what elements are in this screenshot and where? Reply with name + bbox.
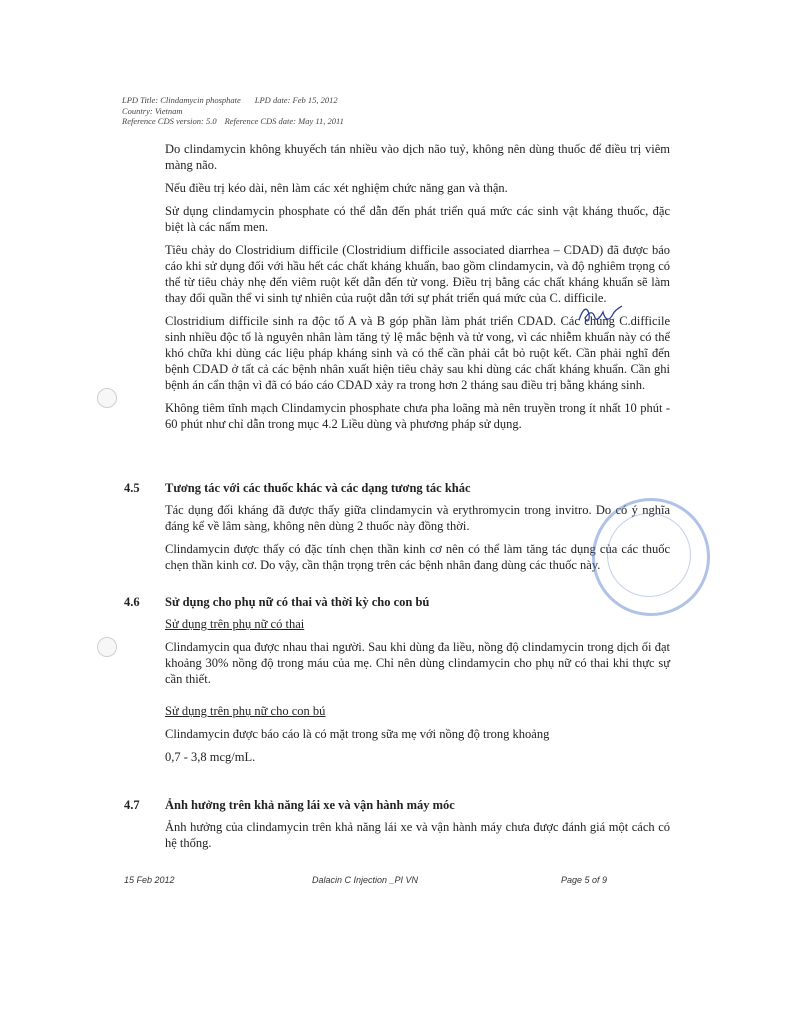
section-number: 4.5 xyxy=(124,481,140,495)
document-header xyxy=(122,95,344,127)
header-line-1 xyxy=(122,95,344,106)
subheading: Sử dụng trên phụ nữ có thai xyxy=(165,617,305,631)
section-title: Sử dụng cho phụ nữ có thai và thời kỳ cho con bú xyxy=(165,595,430,609)
intro-paragraph: Nếu điều trị kéo dài, nên làm các xét nghiệm chức năng gan và thận. xyxy=(165,181,508,195)
header-line-3 xyxy=(122,116,344,127)
footer-page: Page 5 of 9 xyxy=(561,875,608,885)
section-paragraph: Clindamycin qua được nhau thai người. Sau khi dùng đa liều, nồng độ clindamycin trong dịch ối đạt khoảng 30% nồng độ trong máu của mẹ. Chỉ nên dùng clindamycin cho phụ nữ có thai khi thực sự cần thiết. xyxy=(165,640,670,686)
signature-icon xyxy=(575,300,625,330)
section-title: Tương tác với các thuốc khác và các dạng tương tác khác xyxy=(165,481,471,495)
intro-paragraph: Sử dụng clindamycin phosphate có thể dẫn đến phát triển quá mức các sinh vật kháng thuốc, đặc biệt là các nấm men. xyxy=(165,204,670,234)
section-number: 4.7 xyxy=(124,798,140,812)
intro-paragraph: Không tiêm tĩnh mạch Clindamycin phosphate chưa pha loãng mà nên truyền trong ít nhất 10 phút - 60 phút như chỉ dẫn trong mục 4.2 Liều dùng và phương pháp sử dụng. xyxy=(165,401,670,431)
lpd-date: LPD date: Feb 15, 2012 xyxy=(254,95,338,105)
ref-cds-version: Reference CDS version: 5.0 xyxy=(122,116,217,126)
lpd-title: LPD Title: Clindamycin phosphate xyxy=(122,95,241,105)
intro-paragraph: Do clindamycin không khuyếch tán nhiều vào dịch não tuỷ, không nên dùng thuốc để điều trị viêm màng não. xyxy=(165,142,670,172)
section-paragraph: Clindamycin được báo cáo là có mặt trong sữa mẹ với nồng độ trong khoảng xyxy=(165,727,550,741)
country: Country: Vietnam xyxy=(122,105,183,116)
ref-cds-date: Reference CDS date: May 11, 2011 xyxy=(224,116,344,126)
section-paragraph: 0,7 - 3,8 mcg/mL. xyxy=(165,750,256,764)
section-paragraph: Tác dụng đối kháng đã được thấy giữa clindamycin và erythromycin trong invitro. Do có ý nghĩa đáng kể về lâm sàng, không nên dùng 2 thuốc này đồng thời. xyxy=(165,503,670,533)
section-number: 4.6 xyxy=(124,595,140,609)
intro-paragraph: Tiêu chảy do Clostridium difficile (Clostridium difficile associated diarrhea – CDAD) đã được báo cáo khi sử dụng đối với hầu hết các chất kháng khuẩn, bao gồm clindamycin, và độ nghiêm trọng có thể từ tiêu chảy nhẹ đến viêm ruột kết dẫn đến tử vong. Điều trị bằng các chất kháng khuẩn sẽ làm thay đổi quần thể vi sinh tự nhiên của ruột dẫn tới sự phát triển quá mức của C. difficile. xyxy=(165,243,670,305)
intro-paragraph: Clostridium difficile sinh ra độc tố A và B góp phần làm phát triển CDAD. Các chủng C.difficile sinh nhiều độc tố là nguyên nhân làm tăng tỷ lệ mắc bệnh và tử vong, vì các nhiễm khuẩn này có thể khó chữa khi dùng các liệu pháp kháng sinh và có thể cần phải cắt bỏ ruột kết. Cần phải nghĩ đến bệnh CDAD ở tất cả các bệnh nhân xuất hiện tiêu chảy sau khi dùng các chất kháng khuẩn. Cần ghi bệnh án cẩn thận vì đã có báo cáo CDAD xảy ra trong hơn 2 tháng sau điều trị bằng kháng sinh. xyxy=(165,314,670,392)
subheading: Sử dụng trên phụ nữ cho con bú xyxy=(165,704,326,718)
section-paragraph: Ảnh hưởng của clindamycin trên khả năng lái xe và vận hành máy chưa được đánh giá một cách có hệ thống. xyxy=(165,820,670,850)
punch-hole-icon xyxy=(97,388,117,408)
section-body xyxy=(165,819,670,858)
footer-date: 15 Feb 2012 xyxy=(124,875,175,885)
section-paragraph: Clindamycin được thấy có đặc tính chẹn thần kinh cơ nên có thể làm tăng tác dụng của các thuốc chẹn thần kinh cơ. Do vậy, cần thận trọng trên các bệnh nhân đang dùng các thuốc này. xyxy=(165,542,670,572)
section-body xyxy=(165,616,670,772)
company-stamp-icon xyxy=(592,498,710,616)
footer-doc: Dalacin C Injection _PI VN xyxy=(312,875,419,885)
intro-content xyxy=(165,141,670,439)
punch-hole-icon xyxy=(97,637,117,657)
section-title: Ảnh hưởng trên khả năng lái xe và vận hành máy móc xyxy=(165,798,455,812)
